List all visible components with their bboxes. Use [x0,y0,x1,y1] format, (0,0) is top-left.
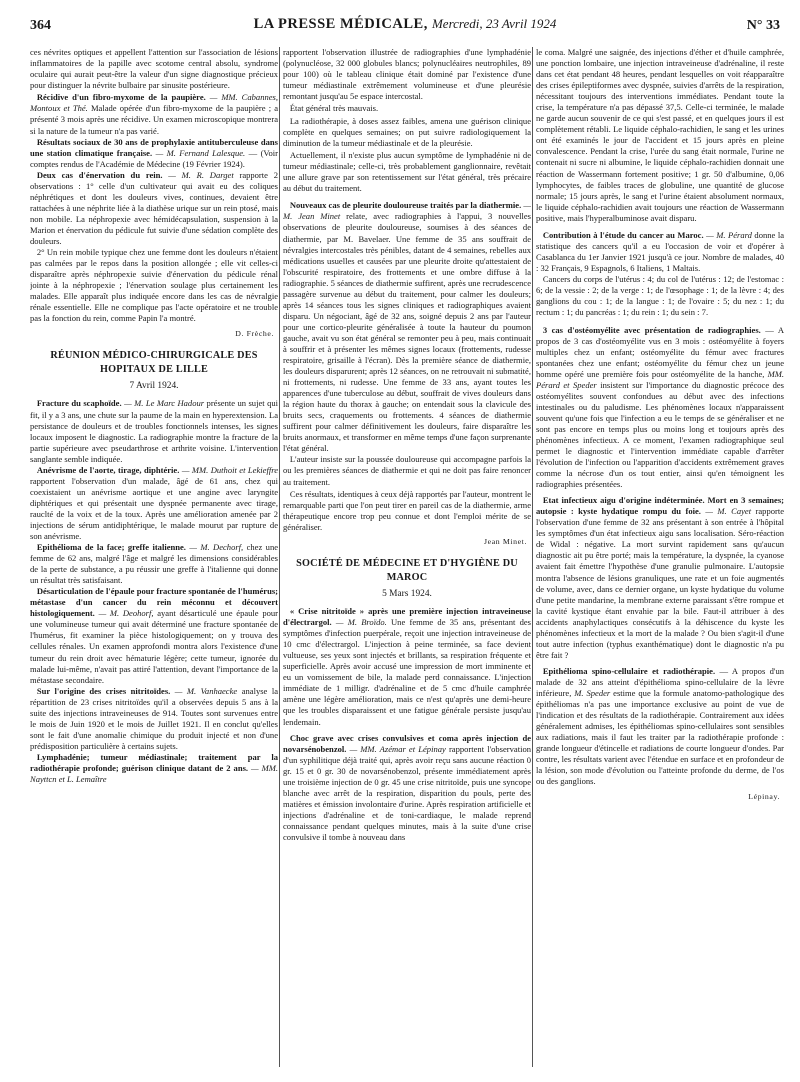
article-text: donne la statistique des cancers qu'il a eu l'occasion de voir et d'opérer à Casablanca du 1er Janvier 1921 jusqu'à ce jour. Nombre de malades, 40 : 32 Français, 9 Espagnols, 6 Italiens, 1 Maltais. [536,229,784,274]
article-title: Désarticulation de l'épaule pour fracture spontanée de l'humérus; métastase d'un cancer du rein méconnu et découvert histologiquement. [30,586,278,619]
article-title: Récidive d'un fibro-myxome de la paupière. [36,92,206,103]
article-text: — A propos de 3 cas d'ostéomyélite vus en 3 mois : ostéomyélite à foyers multiples chez un enfant; ostéomyélite du fémur avec fractures spontanées chez une enfant; ostéomyélite du fémur chez un jeune homme opéré une première fois pour ostéomyélite de la hanche, [536,324,784,379]
column-rule-left [279,47,280,1067]
article-title: Sur l'origine des crises nitritoïdes. [36,685,171,696]
article-text: analyse la répartition de 23 crises nitritoïdes qu'il a observées depuis 5 ans à la suite des injections intraveineuses de 914. Toutes sont survenues entre le mois de Juin 1920 et le mois de Juillet 1921. Il en conclut qu'elles sont le fait d'une anomalie chimique du produit injecté et non d'une prédisposition particulière à certains sujets. [30,685,278,751]
article-text: — (Voir comptes rendus de l'Académie de Médecine (19 Février 1924). [30,147,278,169]
article-title: Epithélioma spino-cellulaire et radiothérapie. [542,665,716,676]
article-authors: — M. Broïdo. [335,617,387,628]
article-authors: — M. Le Marc Hadour [124,398,205,409]
article-authors: — MM. Duthoit et Lekieffre [181,464,278,475]
article-osteomyelite [536,325,784,491]
article-authors: — MM. Cabannes, Montoux et Thé. [30,92,278,114]
article-crise-electrargol [283,606,531,728]
continued-paragraph: le coma. Malgré une saignée, des injections d'éther et d'huile camphrée, une ponction lombaire, une injection intraveineuse d'adrénaline, il reste dans cet état pendant 48 heures, pendant lesquelles on voit réapparaître des crises épileptiformes avec dyspnée, suivies d'arrêts de la respiration, nécessitant toujours des interventions immédiates. Pendant toute la crise, la température n'a pas dépassé 37,5. Celle-ci terminée, le malade ne garde aucun souvenir de ce qui s'est passé, et en quelques jours il est complètement rétabli. Le liquide céphalo-rachidien, le sang et les urines ont été examinés le jour de l'accident et 15 jours après en pleine convalescence. Pendant la crise, l'urée du sang était normale, l'urine ne contenait ni sucre ni albumine, le liquide céphalo-rachidien donnait une réaction de Wassermann fortement positive; 1 gr. 50 d'albumine, 0,06 lymphocytes, de faibles traces de globuline, une quantité de glucose normale; 15 jours après, le sang et l'urine étaient absolument normaux, le liquide céphalo-rachidien avait toujours une réaction de Wassermann positive, mais l'hyperalbuminose avait disparu. [536,47,784,223]
article-authors: — MM. Azémar et Lépinay [349,743,446,754]
article-paragraph: Cancers du corps de l'utérus : 4; du col de l'utérus : 12; de l'estomac : 6; de la vessie : 2; de la verge : 1; de l'œsophage : 1; de la lèvre : 4; des ganglions du cou : 1; de la langue : 1; de l'ovaire : 5; du nez : 1; du rectum : 1; du pancréas : 1; du rein : 1; du sein : 7. [536,274,784,318]
article-title: « Crise nitritoïde » après une première injection intraveineuse d'électrargol. [283,606,531,628]
article-enervation-rein [30,170,278,247]
column-3 [536,47,784,1075]
article-title: 3 cas d'ostéomyélite avec présentation de radiographies. [542,324,761,335]
signature: Jean Minet. [484,536,527,546]
article-paragraph: Ces résultats, identiques à ceux déjà rapportés par l'auteur, montrent le remarquable parti que l'on peut tirer en pareil cas de la diathermie, arme thérapeutique encore trop peu connue et dont l'emploi mérite de se généraliser. [283,488,531,532]
article-title: Choc grave avec crises convulsives et coma après injection de novarsénobenzol. [283,732,531,754]
article-paragraph: Actuellement, il n'existe plus aucun symptôme de lymphadénie ni de tumeur médiastinale; celle-ci, très probablement ganglionnaire, revêtait une allure grave par son retentissement sur l'état général, très précaire au début du traitement. [283,149,531,194]
article-recidive-fibromyxome [30,92,278,136]
article-text: rapportent l'observation d'un malade, âgé de 61 ans, chez qui coexistaient un anévrisme aortique et une angine avec laryngite diphtériques et qui présentait une dyspnée permanente avec tirage, rauclté de la voix et de la toux. Après une amélioration amenée par 2 injections de sérum antidiphtérique, le malade mourut par rupture de son anévrisme. [30,475,278,542]
article-paragraph: La radiothérapie, à doses assez faibles, amena une guérison clinique complète en quelques semaines; on put suivre radiologiquement la diminution de la tumeur médiastinale et de la pleurésie. [283,115,531,148]
continued-paragraph: ces névrites optiques et appellent l'attention sur l'association de lésions inflammatoires de la papille avec scotome central absolu, syndrome oculaire qui aurait peut-être la valeur d'un signe diagnostique précieux pour distinguer la névrite bulbaire par sinusite postérieure. [30,47,278,91]
article-authors: M. Speder [574,688,611,698]
article-paragraph: L'auteur insiste sur la poussée douloureuse qui accompagne parfois la ou les premières séances de diathermie et qui ne doit pas faire renoncer au traitement. [283,454,531,487]
section-heading-lille: RÉUNION MÉDICO-CHIRURGICALE DES HOPITAUX DE LILLE [50,350,258,376]
article-authors: — M. Deohorf, [98,608,154,619]
article-title: Etat infectieux aigu d'origine indéterminée. Mort en 3 semaines; autopsie : kyste hydatique rompu du foie. [536,495,784,517]
article-authors: — M. Pérard [706,229,752,240]
article-choc-novarsenobenzol [283,733,531,843]
article-authors: — M. Fernand Lalesque. [155,147,246,158]
article-lymphadenie [30,752,278,785]
article-title: Fracture du scaphoïde. [36,398,122,409]
column-rule-right [532,47,533,1067]
article-title: Anévrisme de l'aorte, tirage, diphtérie. [36,464,180,475]
article-epithelioma-radiotherapie [536,666,784,788]
article-authors: — M. Vanhaecke [174,685,238,696]
article-text-continued: estime que la formule anatomo-pathologique des épithéliomas n'a pas une importance exclusive au point de vue de l'indication et des résultats de la radiothérapie. Contrairement aux idées généralement admises, les épithéliomas spino-cellulaires sont sensibles aux radiations, mais il faut les traiter par la radiothérapie profonde : grande longueur d'étincelle et radiations de courte longueur d'ondes. Par contre, les résultats varient avec l'étendue en surface et en profondeur de la lésion, son mode d'évolution ou l'atteinte profonde du derme, de l'os ou des ganglions. [536,688,784,787]
masthead [30,16,780,36]
article-text: Malade opérée d'un fibro-myxome de la paupière ; a présenté 3 mois après une récidive. Un examen microscopique montrera si la nature de la tumeur n'a pas varié. [30,103,278,136]
article-fracture-scaphoide [30,398,278,464]
issue-number: N° 33 [746,18,780,33]
article-title: Contribution à l'étude du cancer au Maroc. [542,229,704,240]
signature: Lépinay. [748,792,780,802]
page-number: 364 [30,18,51,33]
signature: D. Frèche. [235,329,274,339]
article-authors: — MM. Nayttcn et L. Lemaître [30,763,278,785]
column-1 [30,47,278,1075]
article-text: rapportent l'observation d'un syphilitique déjà traité qui, après avoir reçu sans aucune réaction 0 gr. 15 et 0 gr. 30 de novarsénobenzol, présente immédiatement après une troisième injection de 0 gr. 45 une crise nitritoïde, puis une syncope blanche avec arrêt de la respiration, disparition du pouls, perte des matières et émission involontaire d'urine. Après respiration artificielle et injections d'adrénaline et de toni-cardiaque, le malade reprend connaissance pendant quelques minutes, mais à la suite d'une crise convulsive il tombe à nouveau dans [283,743,531,842]
article-kyste-hydatique [536,495,784,661]
article-desarticulation-epaule [30,586,278,685]
article-title: Deux cas d'énervation du rein. [36,169,163,180]
article-text: ayant désarticulé une épaule pour une volumineuse tumeur qui avait déterminé une fracture spontanée de l'humérus, fit examiner la pièce histologiquement; on y trouva des cellules rénales. Un examen approfondi montra alors l'existence d'une tumeur du rein droit avec hématurie légère; cette tumeur, ignorée du malade lui-même, n'avait pas attiré l'attention, devant l'importance de la métastase secondaire. [30,608,278,685]
article-authors: MM. Pérard et Speder [536,368,784,390]
article-paragraph: État général très mauvais. [289,103,379,114]
article-text: rapporte 2 observations : 1° celle d'un cultivateur qui avait eu des coliques néphrétiques et dont les douleurs vives, continues, devaient être rattachées à une néphrite liée à la diathèse urique sur un rein ptosé, mais non mobile. La néphropexie avec hémidécapsulation, suspension à la Marion et énervation du pédicule fut suivie d'une sédation complète des douleurs. [30,169,278,246]
column-2 [283,47,531,1075]
section-date: 5 Mars 1924. [382,589,432,599]
article-paragraph: 2° Un rein mobile typique chez une femme dont les douleurs n'étaient pas calmées par le repos dans la position allongée ; elle vit celles-ci disparaître après néphropexie suivie d'énervation du pédicule rénal jointe à la néphropexie ; l'énervation soulage plus certainement les malades. Elle apparaît plus indiquée encore dans les cas de névralgie rénale essentielle. Elle ne complique pas l'acte opératoire et ne trouble pas la fonction du rein, comme Papin l'a montré. [30,247,278,324]
article-title: Nouveaux cas de pleurite douloureuse traités par la diathermie. [289,200,522,211]
journal-title: LA PRESSE MÉDICALE, [253,16,428,32]
article-text: rapporte l'observation d'une femme de 32 ans présentant à son entrée à l'hôpital les symptômes d'un état infectieux aigu sans localisation. Séro-réaction de Widal : négative. La mort survint rapidement sans qu'aucun diagnostic ait pu être porté; mais la température, la dyspnée, la cyanose avaient fait émettre l'hypothèse d'une granulie pulmonaire. L'autopsie montra l'absence de lésions granuliques, une rate et un foie augmentés de volume, avec, dans ce dernier organe, un kyste hydatique du volume d'une petite mandarine, la membrane externe paraissant s'être rompue et la cavité kystique étant envahie par la bile. Faut-il attribuer à des accidents anaphylactiques consécutifs à la déhiscence du kyste les phénomènes infectieux et la mort de la malade ? Ou bien s'agit-il d'une tout autre infection (typhus exanthématique) dont le diagnostic n'a pu être fait ? [536,506,784,660]
section-heading-maroc: SOCIÉTÉ DE MÉDECINE ET D'HYGIÈNE DU MAROC [296,558,518,583]
article-text: Une femme de 35 ans, présentant des symptômes d'infection puerpérale, reçoit une injection intraveineuse de 10 cmc d'électrargol. L'injection à peine terminée, sa face devient vultueuse, ses yeux sont injectés et brillants, sa respiration fréquente et superficielle. Après avoir accusé une impression de mort imminente et eu un vomissement de bile, la malade perd connaissance. L'injection immédiate de 1 milligr. d'adrénaline et de 5 cmc d'huile camphrée amène une légère amélioration, mais ce n'est qu'après une demi-heure que les troubles disparaissent et une fatigue générale persiste jusqu'au lendemain. [283,617,531,727]
article-crises-nitritoides [30,686,278,752]
article-text: relate, avec radiographies à l'appui, 3 nouvelles observations de pleurite douloureuse, soumises à des séances de diathermie, par M. Bavelaer. Une femme de 35 ans souffrait de névralgies intercostales très pénibles, datant de 4 semaines, rebelles aux médications usuelles et causées par une pleurite droite qu'attestaient de l'obscurité respiratoire, des frottements et une ombre diffuse à la radiographie. 5 séances de diathermie suffirent, après une recrudescence passagère survenue au début du traitement, pour calmer les douleurs; après 14 séances tous les signes cliniques et radiographiques avaient disparu. Un négociant, âgé de 32 ans, soigné depuis 2 ans par l'auteur pour une cortico-pleurite généralisée à toute la hauteur du poumon gauche, avait vu son état général se remonter peu à peu, mais continuait à souffrir et à présenter les mêmes signes locaux (frottements, rudesse respiratoire, grisaille à l'écran). Dès la première séance de diathermie, les douleurs disparurent; après 12 séances, on ne retrouvait ni submatité, ni frottements, ni rudesse. Une femme de 33 ans, ayant toutes les apparences d'une tuberculose au début, souffrait de vives douleurs dans la région haute du thorax à gauche; on entendait sous la clavicule des bruits secs, craquements ou frottements. 4 séances de diathermie suffirent pour calmer définitivement les douleurs, faire disparaître les bruits anormaux, et transformer en même temps d'une façon surprenante l'état général. [283,211,531,454]
article-authors: — M. R. Darget [168,169,234,180]
article-resultats-sociaux [30,137,278,170]
article-text: chez une femme de 62 ans, malgré l'âge et malgré les dimensions considérables de la perte de substance, a pu réussir une greffe à l'italienne qui donne un résultat très satisfaisant. [30,542,278,586]
article-title: Epithélioma de la face; greffe italienne. [36,542,186,553]
article-text-continued: insistent sur l'importance du diagnostic précoce des ostéomyélites souvent confondues au début avec des infections intestinales ou du paludisme. Les phénomènes locaux n'apparaissent souvent qu'une fois que l'infection a eu le temps de se généraliser et ne sont pas encore en temps plus ou moins long et toujours après des phénomènes infectieux. A ce moment, l'examen radiographique seul permet le diagnostic et l'intervention immédiate capable d'arrêter l'évolution de l'infection ou l'apparition d'accidents extrêmement graves comme la nécrose d'un os tout entier, ainsi qu'en témoignent les radiographies présentées. [536,379,784,490]
section-date: 7 Avril 1924. [129,381,179,392]
article-pleurite-diathermie [283,200,531,454]
article-cancer-maroc [536,230,784,274]
article-anevrisme-aorte [30,465,278,542]
article-title: Résultats sociaux de 30 ans de prophylaxie antituberculeuse dans une station climatique française. [30,136,278,158]
article-epithelioma-face [30,542,278,586]
article-text: présente un sujet qui fit, il y a 3 ans, une chute sur la paume de la main en hyperextension. La persistance de douleurs et de troubles fonctionnels intenses, les signes locaux imposent le diagnostic. La radiographie montre la fracture de la partie supérieure avec pseudarthrose et arthrite voisine. L'intervention sanglante semble indiquée. [30,398,278,464]
article-authors: — M. Jean Minet [283,200,531,222]
continued-paragraph: rapportent l'observation illustrée de radiographies d'une lymphadénie (polynucléose, 32 000 globules blancs; polynucléaires neutrophiles, 89 pour 100) où le tableau clinique était dominé par l'existence d'une tumeur médiastinale extrêmement volumineuse et d'une pleurésie remontant jusqu'au 5e espace intercostal. [283,47,531,102]
issue-date: Mercredi, 23 Avril 1924 [431,16,557,31]
article-text: — A propos d'un malade de 32 ans atteint d'épithélioma spino-cellulaire de la lèvre inférieure, [536,665,784,698]
article-authors: — M. Dechorf, [189,542,244,553]
journal-title-line [30,16,780,33]
article-title: Lymphadénie; tumeur médiastinale; traitement par la radiothérapie profonde; guérison clinique datant de 2 ans. [30,751,278,773]
article-authors: — M. Cayet [705,506,752,517]
